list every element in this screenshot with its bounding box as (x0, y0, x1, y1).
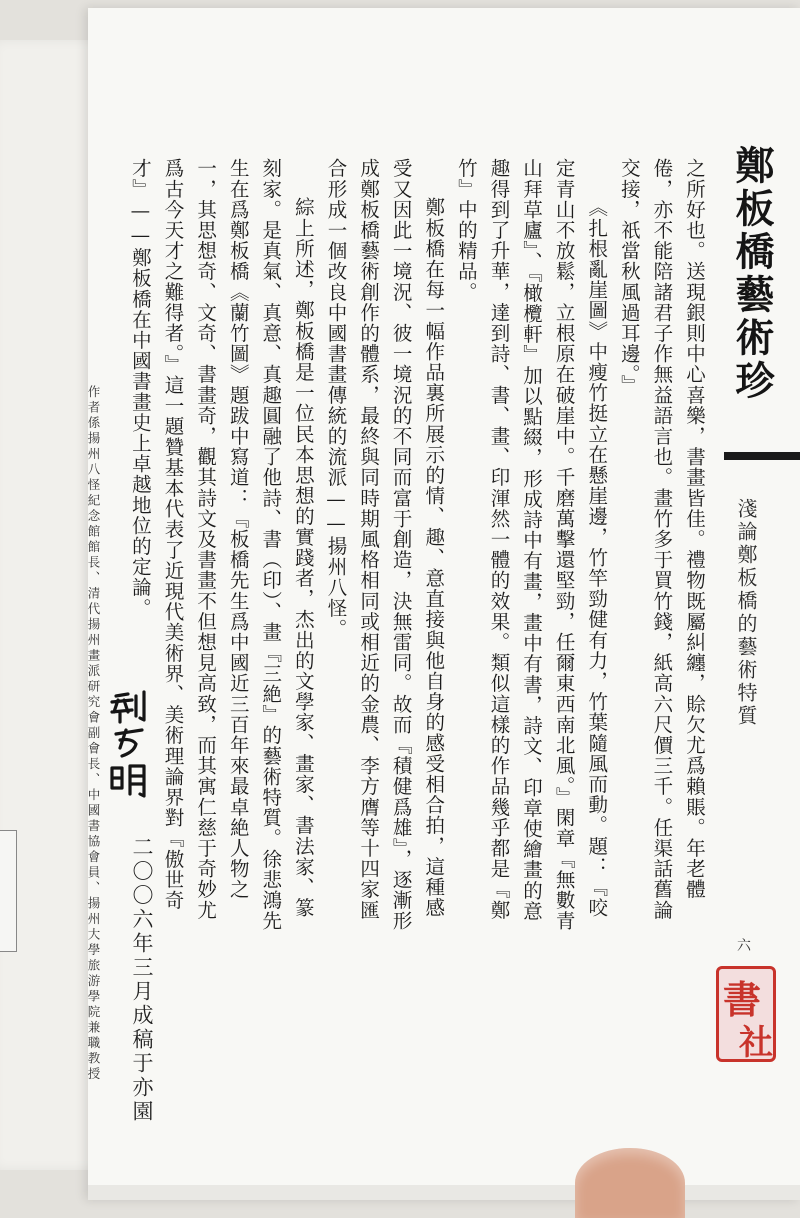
book-title: 鄭板橋藝術珍 (729, 145, 775, 403)
author-note: 作者係揚州八怪紀念館館長、清代揚州畫派研究會副會長、中國書協會員、揚州大學旅游學院兼職教授 (86, 385, 101, 1083)
body-text (128, 158, 710, 938)
paragraph-creative-system: 鄭板橋在每一幅作品裏所展示的情、趣、意直接與他自身的感受相合拍，這種感受又因此一境況、彼一境況的不同而富于創造，決無雷同。故而『積健爲雄』，逐漸形成鄭板橋藝術創作的體系，最終與同時期風格相同或相近的金農、李方膺等十四家匯合形成一個改良中國書畫傳統的流派——揚州八怪。 (324, 158, 446, 932)
chapter-title: 淺論鄭板橋的藝術特質 (734, 498, 758, 728)
paragraph-bamboo-cliff: 《扎根亂崖圖》中瘦竹挺立在懸崖邊，竹竿勁健有力，竹葉隨風而動。題：『咬定青山不放鬆，立根原在破崖中。千磨萬擊還堅勁，任爾東西南北風。』閑章『無數青山拜草廬』、『橄欖軒』加以點綴，形成詩中有畫，畫中有書，詩文、印章使繪畫的意趣得到了升華，達到詩、書、畫、印渾然一體的效果。類似這樣的作品幾乎都是『鄭竹』中的精品。 (454, 158, 609, 932)
red-seal-stamp (716, 966, 776, 1062)
date-line: 二〇〇六年三月成稿于亦園 (130, 836, 154, 1124)
left-page-image-edge (0, 830, 17, 952)
seal-glyph: 書 (723, 977, 762, 1022)
paragraph-conclusion: 綜上所述，鄭板橋是一位民本思想的實踐者，杰出的文學家、畫家、書法家、篆刻家。是真氣、真意、真趣圓融了他詩、書（印）、畫『三絶』的藝術特質。徐悲鴻先生在爲鄭板橋《蘭竹圖》題跋中寫道：『板橋先生爲中國近三百年來最卓絶人物之一，其思想奇、文奇、書畫奇，觀其詩文及書畫不但想見高致，而其寓仁慈于奇妙尤爲古今天才之難得者。』這一題贊基本代表了近現代美術界、美術理論界對『傲世奇才』——鄭板橋在中國書畫史上卓越地位的定論。 (128, 158, 315, 932)
thumb (575, 1148, 685, 1218)
seal-glyph: 社 (739, 1023, 773, 1062)
signature-drawing (102, 690, 162, 800)
title-divider (724, 452, 800, 460)
paragraph-continuation: 之所好也。送現銀則中心喜樂，書畫皆佳。禮物既屬糾纏，賒欠尤爲賴賬。年老體倦，亦不能陪諸君子作無益語言也。畫竹多于買竹錢，紙高六尺價三千。任渠話舊論交接，祇當秋風過耳邊。』 (617, 158, 706, 921)
handwritten-signature (102, 690, 162, 800)
page-number: 六 (737, 938, 751, 954)
page-bottom-edge (88, 1185, 800, 1200)
